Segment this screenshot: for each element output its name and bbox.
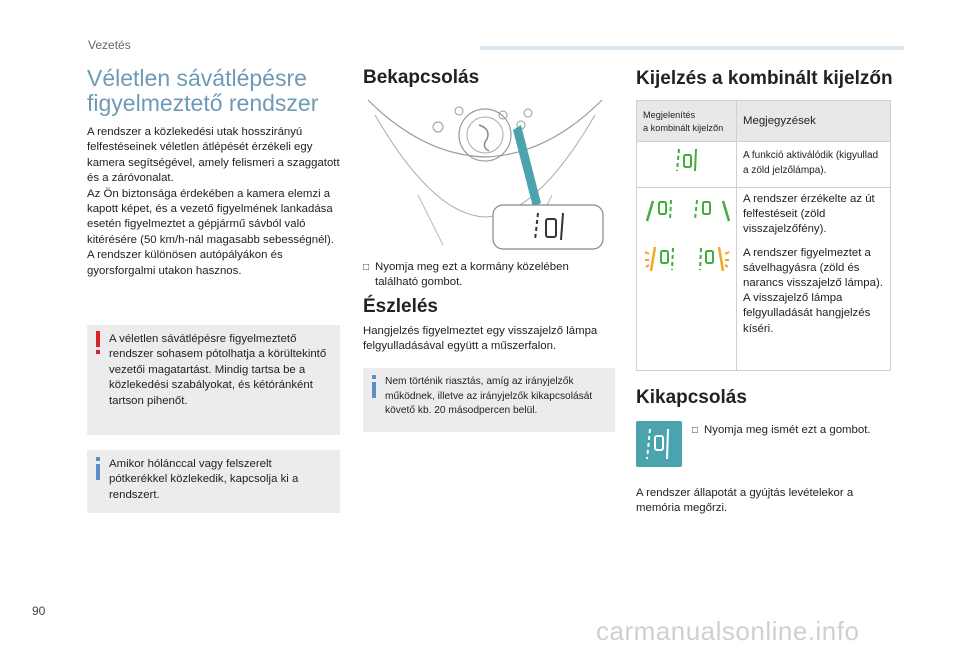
warning-text: A véletlen sávátlépésre figyelmeztető rendszer sohasem pótolhatja a körültekintő vezetői magatartást. Mindig tartsa be a közlekedési szabályokat, és kétóránként tartson pihenőt. <box>109 333 327 407</box>
detection-heading: Észlelés <box>363 296 438 317</box>
page-title: Véletlen sávátlépésre figyelmeztető rendszer <box>87 65 319 116</box>
page-number: 90 <box>32 604 46 618</box>
warning-note <box>87 325 340 435</box>
table-head-notes: Megjegyzések <box>743 115 816 127</box>
indicator-table <box>636 100 891 371</box>
detection-text: Hangjelzés figyelmeztet egy visszajelző lámpa felgyulladásával együtt a műszerfalon. <box>363 325 598 353</box>
table-cell-note: A rendszer figyelmeztet a sávelhagyásra (zöld és narancs visszajelző lámpa). A visszajelző lámpa felgyulladását hangjelzés kíséri. <box>743 246 883 335</box>
watermark: carmanualsonline.info <box>596 616 860 646</box>
square-bullet-icon: □ <box>692 425 699 436</box>
deactivation-instruction: □ Nyomja meg ismét ezt a gombot. <box>692 423 882 438</box>
square-bullet-icon: □ <box>363 262 370 273</box>
warning-icon <box>96 331 100 353</box>
table-header-row <box>637 101 890 142</box>
activation-heading: Bekapcsolás <box>363 67 480 88</box>
lane-detected-icons <box>643 196 731 224</box>
intro-text: A rendszer a közlekedési utak hosszirányú felfestéseinek véletlen átlépését érzékeli egy kamera segítségével, amely felismeri a szaggatott és a záróvonalat. Az Ön biztonsága érdekében a kamera elemzi a kapott képet, és a vezető figyelmének lankadása esetén figyelmeztet a gépjármű sávból való kitérésére (50 km/h-nál magasabb sebességnél). A rendszer különösen autópályákon és gyorsforgalmi utakon hasznos. <box>87 126 340 277</box>
info-text-2: Nem történik riasztás, amíg az irányjelzők működnek, illetve az irányjelzők kikapcsolását követő kb. 20 másodpercen belül. <box>385 376 593 417</box>
memory-text: A rendszer állapotát a gyújtás levételekor a memória megőrzi. <box>636 487 854 515</box>
table-head-display: Megjelenítés a kombinált kijelzőn <box>637 101 737 141</box>
table-row <box>637 142 890 188</box>
info-icon <box>372 375 376 398</box>
section-header: Vezetés <box>88 38 131 52</box>
lane-departure-icon-green <box>674 146 700 174</box>
activation-instruction: □ Nyomja meg ezt a kormány közelében található gombot. <box>363 260 613 291</box>
table-cell-note: A rendszer érzékelte az út felfestéseit (zöld visszajelzőfény). <box>743 193 875 236</box>
display-heading: Kijelzés a kombinált kijelzőn <box>636 68 893 89</box>
info-icon <box>96 457 100 480</box>
table-cell-icon <box>637 188 737 370</box>
info-text: Amikor hólánccal vagy felszerelt pótkerékkel közlekedik, kapcsolja ki a rendszert. <box>109 458 299 501</box>
table-row <box>637 188 890 370</box>
table-cell-note: A funkció aktiválódik (kigyullad a zöld jelzőlámpa). <box>743 150 879 176</box>
info-note-2 <box>363 368 615 432</box>
info-note <box>87 450 340 513</box>
steering-wheel-illustration <box>363 95 608 250</box>
lane-warning-icons <box>643 244 731 274</box>
deactivation-heading: Kikapcsolás <box>636 387 747 408</box>
lane-departure-icon <box>636 421 682 467</box>
header-rule <box>480 46 904 50</box>
table-cell-icon <box>637 142 737 187</box>
